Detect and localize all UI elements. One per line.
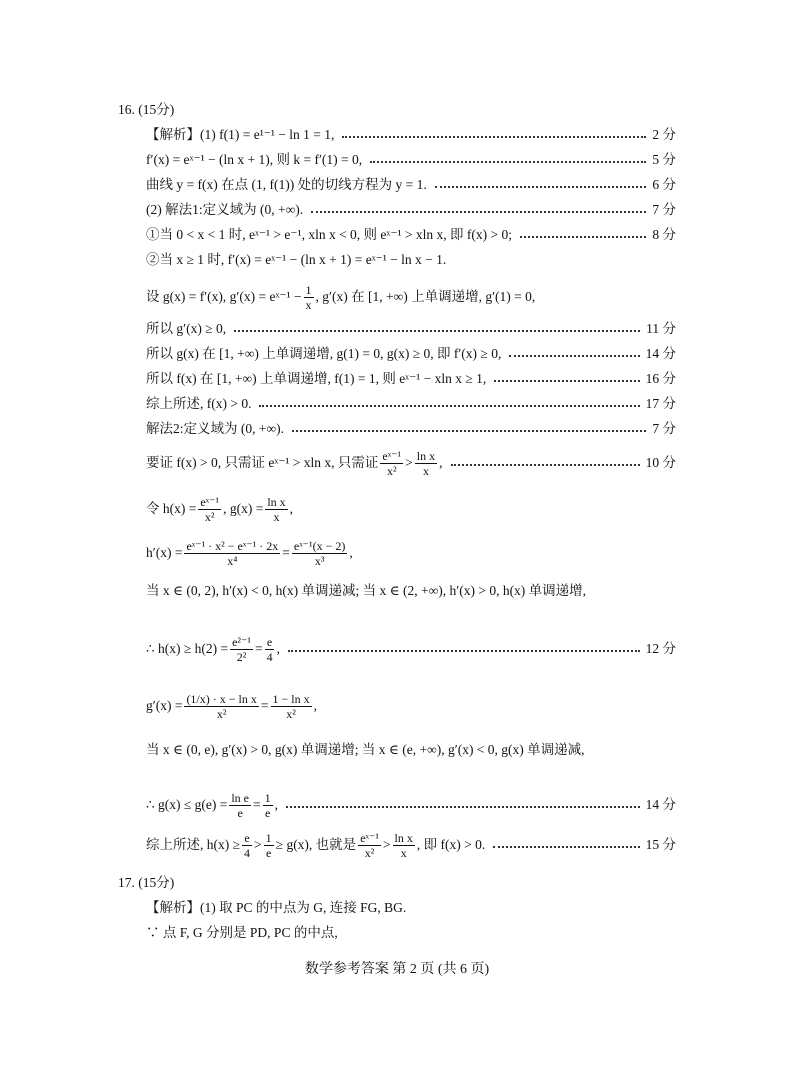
dot-leader: [234, 330, 640, 332]
fraction: $\frac{\text{ln x}}{x}$: [267, 494, 286, 524]
q16-line-12: 解法2:定义域为 (0, +∞). 7 分: [146, 421, 676, 436]
score: 5 分: [652, 152, 676, 167]
q16-line-14: 令 h(x) = $\frac{\text{eˣ⁻¹}}{\text{x²}}$ , g(x) = $\frac{\text{ln x}}{x}$ ,: [146, 494, 294, 524]
q16-line-10: 所以 f(x) 在 [1, +∞) 上单调递增, f(1) = 1, 则 eˣ⁻¹ − xln x ≥ 1, 16 分: [146, 371, 676, 386]
fraction: $\frac{\text{eˣ⁻¹}}{\text{x²}}$: [200, 494, 220, 524]
fraction: $\frac{\text{eˣ⁻¹(x − 2)}}{\text{x³}}$: [293, 538, 346, 568]
dot-leader: [370, 161, 646, 163]
dot-leader: [311, 211, 646, 213]
q16-line-13: 要证 f(x) > 0, 只需证 eˣ⁻¹ > xln x, 只需证 $\frac{\text{eˣ⁻¹}}{\text{x²}}$ > $\frac{\text{ln x}}{x}$ , 10 分: [146, 448, 676, 478]
dot-leader: [509, 355, 639, 357]
score: 7 分: [652, 202, 676, 217]
q16-line-17: ∴ h(x) ≥ h(2) = $\frac{\text{e²⁻¹}}{\text{2²}}$ = $\frac{e}{4}$ , 12 分: [146, 634, 676, 664]
fraction: $\frac{e}{4}$: [266, 634, 273, 664]
fraction: $\frac{1}{e}$: [265, 830, 272, 860]
q16-line-18: g′(x) = $\frac{\text{(1/x) · x − ln x}}{\text{x²}}$ = $\frac{\text{1 − ln x}}{\text{x²}}$ ,: [146, 691, 317, 721]
q16-line-7: 设 g(x) = f′(x), g′(x) = eˣ⁻¹ − $\frac{1}{x}$ , g′(x) 在 [1, +∞) 上单调递增, g′(1) = 0,: [146, 282, 536, 312]
fraction: $\frac{\text{eˣ⁻¹}}{\text{x²}}$: [360, 830, 379, 860]
page-footer: 数学参考答案 第 2 页 (共 6 页): [304, 962, 490, 977]
score: 10 分: [645, 455, 676, 470]
q17-header: 17. (15分): [118, 875, 175, 890]
dot-leader: [259, 405, 639, 407]
score: 8 分: [652, 227, 676, 242]
q16-line-15: h′(x) = $\frac{\text{eˣ⁻¹ · x² − eˣ⁻¹ · 2x}}{\text{x⁴}}$ = $\frac{\text{eˣ⁻¹(x − 2)}}{\text{x³}}$ ,: [146, 538, 353, 568]
fraction: $\frac{1}{x}$: [305, 282, 312, 312]
fraction: $\frac{\text{1 − ln x}}{\text{x²}}$: [272, 691, 310, 721]
dot-leader: [435, 186, 647, 188]
dot-leader: [288, 650, 640, 652]
dot-leader: [451, 464, 640, 466]
q16-line-8: 所以 g′(x) ≥ 0, 11 分: [146, 321, 676, 336]
dot-leader: [494, 380, 639, 382]
score: 14 分: [645, 346, 676, 361]
fraction: $\frac{\text{eˣ⁻¹}}{\text{x²}}$: [382, 448, 402, 478]
score: 7 分: [652, 421, 676, 436]
q16-line-4: (2) 解法1:定义域为 (0, +∞). 7 分: [146, 202, 676, 217]
dot-leader: [493, 846, 639, 848]
fraction: $\frac{\text{ln e}}{e}$: [231, 790, 250, 820]
q16-line-9: 所以 g(x) 在 [1, +∞) 上单调递增, g(1) = 0, g(x) ≥ 0, 即 f′(x) ≥ 0, 14 分: [146, 346, 676, 361]
q16-line-2: f′(x) = eˣ⁻¹ − (ln x + 1), 则 k = f′(1) = 0, 5 分: [146, 152, 676, 167]
score: 6 分: [652, 177, 676, 192]
score: 15 分: [645, 837, 676, 852]
score: 11 分: [646, 321, 676, 336]
score: 14 分: [645, 797, 676, 812]
score: 12 分: [645, 641, 676, 656]
dot-leader: [342, 136, 646, 138]
score: 16 分: [645, 371, 676, 386]
q17-line-2: ∵ 点 F, G 分别是 PD, PC 的中点,: [146, 925, 338, 940]
fraction: $\frac{\text{ln x}}{x}$: [416, 448, 436, 478]
dot-leader: [520, 236, 646, 238]
fraction: $\frac{\text{ln x}}{x}$: [394, 830, 413, 860]
fraction: $\frac{1}{e}$: [264, 790, 271, 820]
q16-line-5: ①当 0 < x < 1 时, eˣ⁻¹ > e⁻¹, xln x < 0, 则 eˣ⁻¹ > xln x, 即 f(x) > 0; 8 分: [146, 227, 676, 242]
dot-leader: [286, 806, 640, 808]
q16-line-21: 综上所述, h(x) ≥ $\frac{e}{4}$ > $\frac{1}{e}$ ≥ g(x), 也就是 $\frac{\text{eˣ⁻¹}}{\text{x²}}$ > $\frac{\text{ln x}}{x}$ , 即 f(x) > 0. 15 分: [146, 830, 676, 860]
q16-line-16: 当 x ∈ (0, 2), h′(x) < 0, h(x) 单调递减; 当 x ∈ (2, +∞), h′(x) > 0, h(x) 单调递增,: [146, 583, 587, 598]
fraction: $\frac{\text{e²⁻¹}}{\text{2²}}$: [232, 634, 251, 664]
q16-line-19: 当 x ∈ (0, e), g′(x) > 0, g(x) 单调递增; 当 x ∈ (e, +∞), g′(x) < 0, g(x) 单调递减,: [146, 742, 585, 757]
q17-line-1: 【解析】(1) 取 PC 的中点为 G, 连接 FG, BG.: [146, 900, 407, 915]
fraction: $\frac{e}{4}$: [244, 830, 251, 860]
q16-line-3: 曲线 y = f(x) 在点 (1, f(1)) 处的切线方程为 y = 1. 6 分: [146, 177, 676, 192]
score: 17 分: [645, 396, 676, 411]
q16-line-6: ②当 x ≥ 1 时, f′(x) = eˣ⁻¹ − (ln x + 1) = eˣ⁻¹ − ln x − 1.: [146, 252, 447, 267]
score: 2 分: [652, 127, 676, 142]
q16-line-1: 【解析】(1) f(1) = e¹⁻¹ − ln 1 = 1, 2 分: [146, 127, 676, 142]
q16-header: 16. (15分): [118, 102, 175, 117]
q16-line-11: 综上所述, f(x) > 0. 17 分: [146, 396, 676, 411]
fraction: $\frac{\text{eˣ⁻¹ · x² − eˣ⁻¹ · 2x}}{\text{x⁴}}$: [186, 538, 279, 568]
fraction: $\frac{\text{(1/x) · x − ln x}}{\text{x²}}$: [186, 691, 257, 721]
q16-line-20: ∴ g(x) ≤ g(e) = $\frac{\text{ln e}}{e}$ = $\frac{1}{e}$ , 14 分: [146, 790, 676, 820]
dot-leader: [292, 430, 646, 432]
